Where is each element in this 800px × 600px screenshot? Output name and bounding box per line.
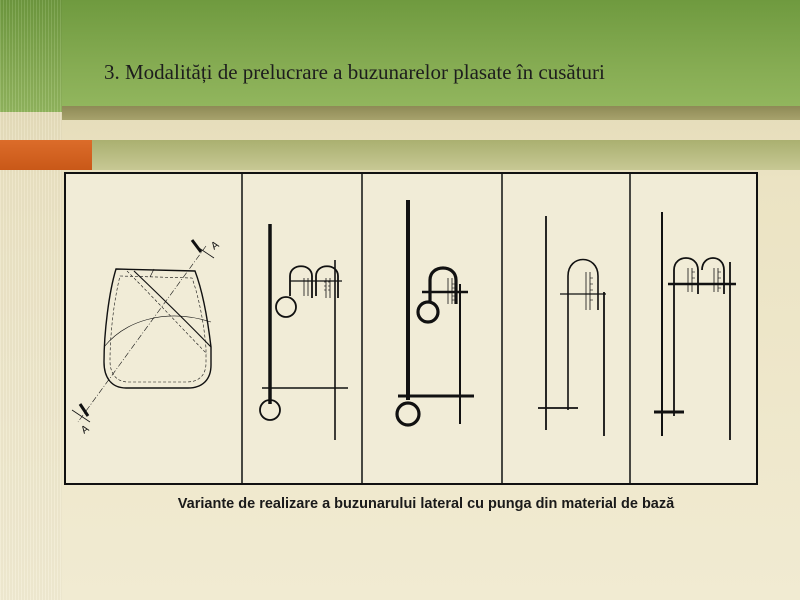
- header-stripe-decoration: [0, 0, 62, 112]
- slide-title: 3. Modalități de prelucrare a buzunarelor plasate în cusături: [104, 60, 605, 84]
- orange-accent-bar: [0, 140, 92, 170]
- section-label-top: A: [209, 239, 222, 253]
- header-band: [0, 0, 800, 112]
- olive-accent-bar: [92, 140, 800, 170]
- section-label-bottom: A: [79, 423, 92, 437]
- pocket-variants-figure: [64, 172, 758, 485]
- figure-frame: [65, 173, 757, 484]
- figure-caption: Variante de realizare a buzunarului lateral cu punga din material de bază: [177, 496, 675, 512]
- header-underline-bar: [62, 106, 800, 120]
